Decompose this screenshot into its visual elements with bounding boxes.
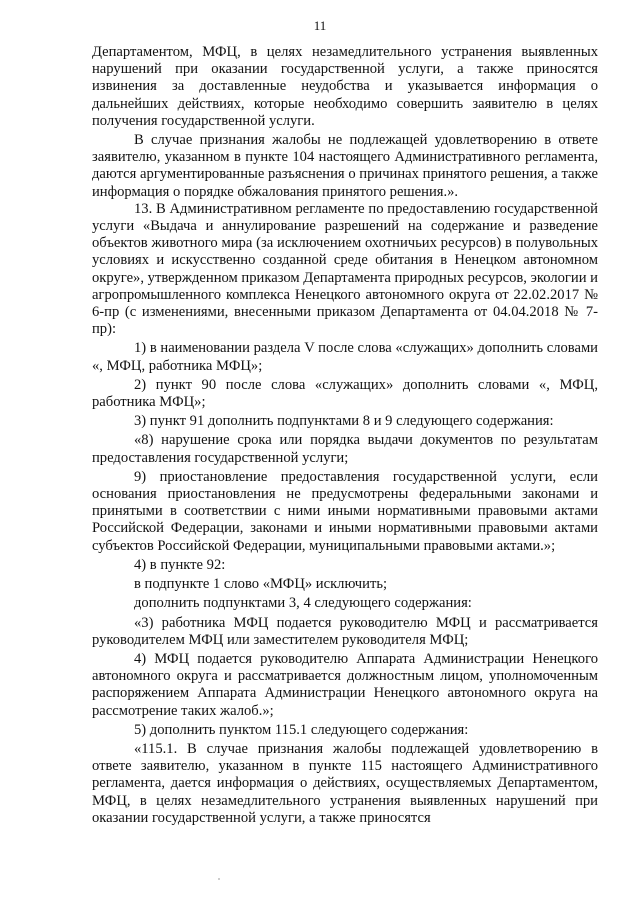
paragraph: В случае признания жалобы не подлежащей удовлетворению в ответе заявителю, указанном в пункте 104 настоящего Административного регламента, даются аргументированные разъяснения о причинах принятого решения, а также информация о порядке обжалования принятого решения.». xyxy=(92,132,598,200)
list-item: 3) пункт 91 дополнить подпунктами 8 и 9 следующего содержания: xyxy=(134,413,554,430)
list-item: 5) дополнить пунктом 115.1 следующего содержания: xyxy=(134,721,469,738)
list-item: 9) приостановление предоставления государственной услуги, если основания приостановления не предусмотрены федеральными законами и принятыми в соответствии с ними иными нормативными правовыми актами Российской Федерации, законами и иными нормативными правовыми актами субъектов Российской Федерации, муниципальными правовыми актами.»; xyxy=(92,468,598,554)
list-item: 4) в пункте 92: xyxy=(134,556,226,573)
paragraph: Департаментом, МФЦ, в целях незамедлительного устранения выявленных нарушений при оказании государственной услуги, а также приносятся извинения за доставленные неудобства и указывается информация о дальнейших действиях, которые необходимо совершить заявителю в целях получения государственной услуги. xyxy=(92,44,598,129)
list-item: 2) пункт 90 после слова «служащих» дополнить словами «, МФЦ, работника МФЦ»; xyxy=(92,376,598,411)
list-item: «8) нарушение срока или порядка выдачи документов по результатам предоставления государственной услуги; xyxy=(92,432,598,466)
document-body xyxy=(92,44,598,827)
list-item: дополнить подпунктами 3, 4 следующего содержания: xyxy=(134,595,472,612)
paragraph: 13. В Административном регламенте по предоставлению государственной услуги «Выдача и аннулирование разрешений на содержание и разведение объектов животного мира (за исключением охотничьих ресурсов) в полувольных условиях и искусственно созданной среде обитания в Ненецком автономном округе», утвержденном приказом Департамента природных ресурсов, экологии и агропромышленного комплекса Ненецкого автономного округа от 22.02.2017 № 6-пр (с изменениями, внесенными приказом Департамента от 04.04.2018 № 7-пр): xyxy=(92,200,598,338)
list-item: 4) МФЦ подается руководителю Аппарата Администрации Ненецкого автономного округа и рассматривается должностным лицом, уполномоченным распоряжением Аппарата Администрации Ненецкого автономного округа на рассмотрение таких жалоб.»; xyxy=(92,650,598,719)
list-item: «115.1. В случае признания жалобы подлежащей удовлетворению в ответе заявителю, указанном в пункте 115 настоящего Административного регламента, дается информация о действиях, осуществляемых Департаментом, МФЦ, в целях незамедлительного устранения выявленных нарушений при оказании государственной услуги, а также приносятся xyxy=(92,740,598,826)
page-number: 11 xyxy=(313,18,327,33)
scan-speck xyxy=(218,878,220,880)
list-item: «3) работника МФЦ подается руководителю МФЦ и рассматривается руководителем МФЦ или заместителем руководителя МФЦ; xyxy=(92,614,598,648)
list-item: 1) в наименовании раздела V после слова «служащих» дополнить словами «, МФЦ, работника МФЦ»; xyxy=(92,340,598,374)
list-item: в подпункте 1 слово «МФЦ» исключить; xyxy=(134,576,388,593)
